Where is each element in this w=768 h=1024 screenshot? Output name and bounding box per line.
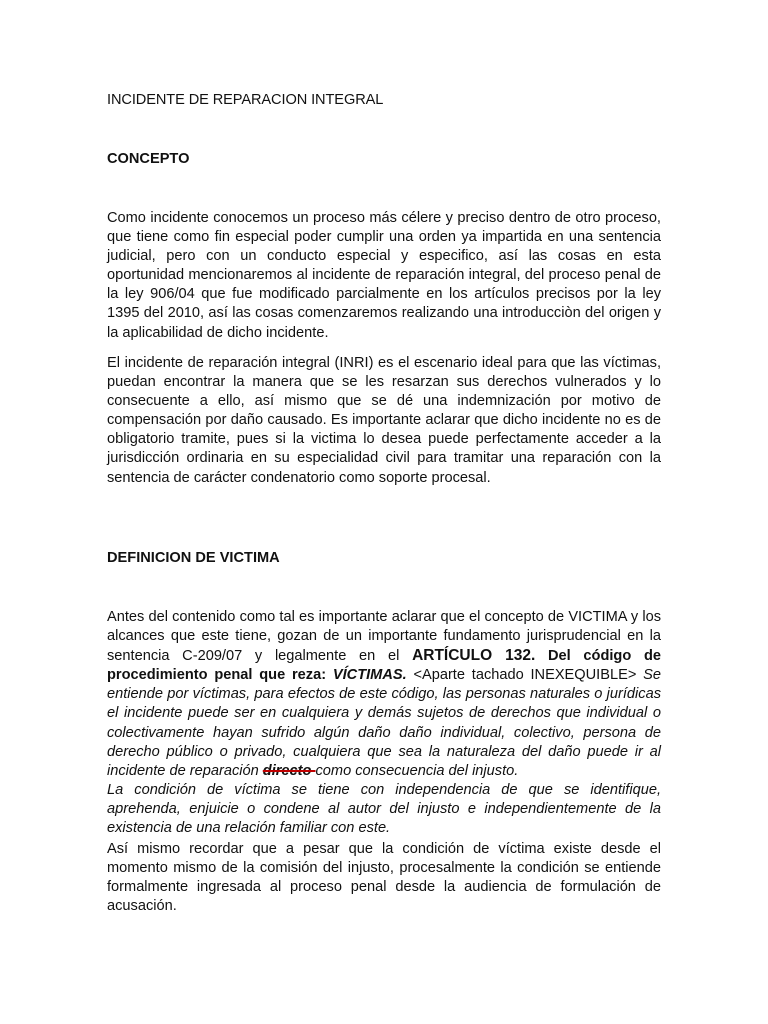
victim-definition-text: Se entiende por víctimas, para efectos de este código, las personas naturales o jurídicas el incidente puede ser en cualquiera y demás sujetos de derechos que individual o colectivamente hayan sufrido algún daño daño individual, colectivo, persona de derecho público o privado, cualquiera que sea la naturaleza del daño puede ir al incidente de reparación	[107, 667, 662, 779]
intro-text: Antes del contenido como tal es importante aclarar que el concepto de VICTIMA y los alcances que este tiene, gozan de un importante fundamento jurisprudencial en la sentencia C-209/07 y legalmente en el	[107, 609, 661, 665]
victimas-label: VÍCTIMAS.	[332, 667, 407, 684]
paragraph-closing: Así mismo recordar que a pesar que la condición de víctima existe desde el momento mismo de la comisión del injusto, procesalmente la condición se entiende formalmente ingresada al proceso penal desde la audiencia de formulación de acusación.	[107, 841, 661, 915]
victim-condition-text: La condición de víctima se tiene con independencia de que se identifique, aprehenda, enjuicie o condene al autor del injusto e independientemente de la existencia de una relación familiar con este.	[107, 781, 661, 837]
section-heading-definicion-victima: DEFINICION DE VICTIMA	[107, 550, 280, 566]
victim-definition-end: como consecuencia del injusto.	[315, 762, 519, 779]
section-heading-concepto: CONCEPTO	[107, 151, 190, 167]
paragraph-concepto-1: Como incidente conocemos un proceso más célere y preciso dentro de otro proceso, que tiene como fin especial poder cumplir una orden ya impartida en una sentencia judicial, pero con un conducto especial y especifico, así las cosas en esta oportunidad mencionaremos al incidente de reparación integral, del proceso penal de la ley 906/04 que fue modificado parcialmente en los artículos precisos por la ley 1395 del 2010, así las cosas comenzaremos realizando una introducciòn del origen y la aplicabilidad de dicho incidente.	[107, 210, 661, 341]
struck-word: directo	[262, 762, 316, 779]
paragraph-definicion-victima	[107, 608, 661, 838]
code-reference: Del código de procedimiento penal que reza:	[107, 648, 662, 684]
paragraph-concepto-2: El incidente de reparación integral (INRI) es el escenario ideal para que las víctimas, puedan encontrar la manera que se les resarzan sus derechos vulnerados y lo consecuente a ello, así mismo que se dé una indemnización por motivo de compensación por daño causado. Es importante aclarar que dicho incidente no es de obligatorio tramite, pues si la victima lo desea puede perfectamente acceder a la jurisdicción ordinaria en su especialidad civil para tramitar una reparación con la sentencia de carácter condenatorio como soporte procesal.	[107, 355, 661, 486]
article-reference: ARTÍCULO 132.	[412, 647, 536, 665]
inexequible-note: <Aparte tachado INEXEQUIBLE>	[406, 667, 637, 684]
document-title: INCIDENTE DE REPARACION INTEGRAL	[107, 92, 384, 108]
